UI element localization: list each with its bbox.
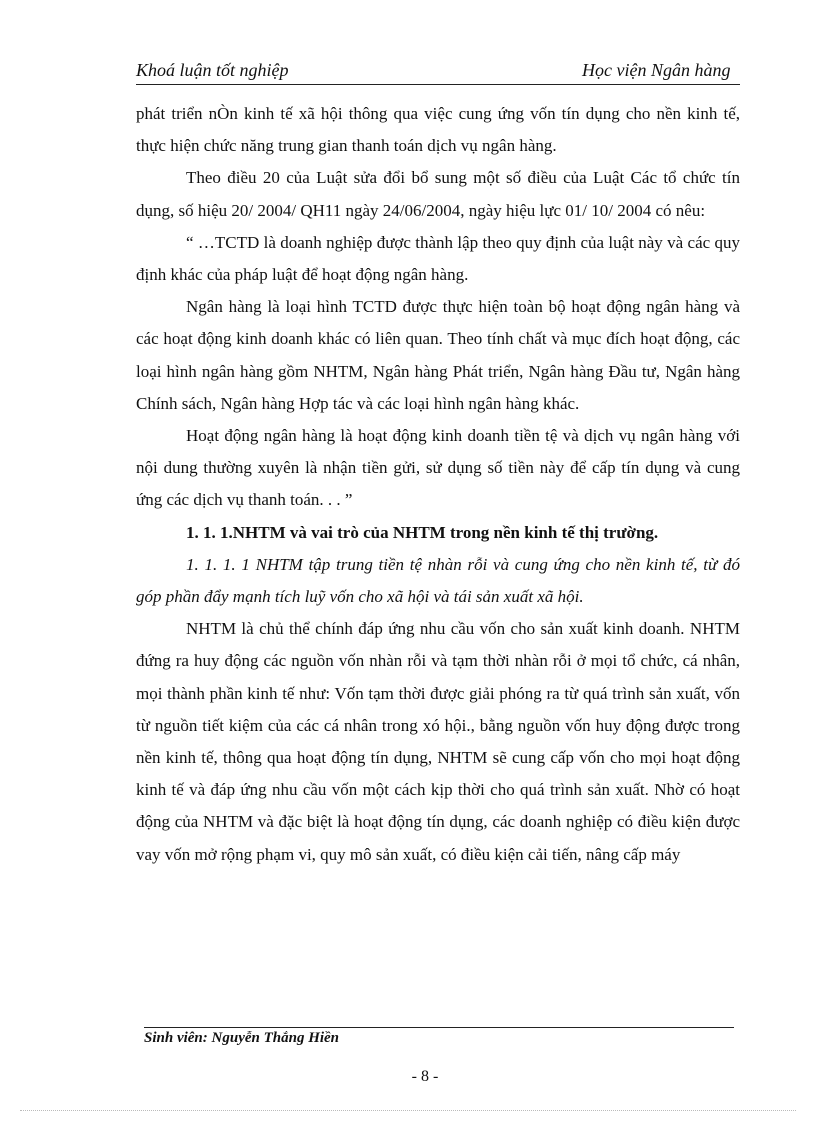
paragraph-3: “ …TCTD là doanh nghiệp được thành lập theo quy định của luật này và các quy định khác của pháp luật để hoạt động ngân hàng. [136, 232, 740, 285]
footer-student-name: Sinh viên: Nguyễn Thắng Hiền [144, 1030, 340, 1046]
page-bottom-border [20, 1110, 796, 1111]
paragraph-6: NHTM là chủ thể chính đáp ứng nhu cầu vốn cho sản xuất kinh doanh. NHTM đứng ra huy động các nguồn vốn nhàn rỗi và tạm thời nhàn rỗi ở mọi tổ chức, cá nhân, mọi thành phần kinh tế như: Vốn tạm thời được giải phóng ra từ quá trình sản xuất, vốn từ nguồn tiết kiệm của các cá nhân trong xó hội., bằng nguồn vốn huy động được trong nền kinh tế, thông qua hoạt động tín dụng, NHTM sẽ cung cấp vốn cho mọi hoạt động kinh tế và đáp ứng nhu cầu vốn một cách kịp thời cho quá trình sản xuất. Nhờ có hoạt động của NHTM và đặc biệt là hoạt động tín dụng, các doanh nghiệp có điều kiện được vay vốn mở rộng phạm vi, quy mô sản xuất, có điều kiện cải tiến, nâng cấp máy [136, 619, 740, 864]
header-divider [136, 84, 740, 85]
paragraph-2: Theo điều 20 của Luật sửa đổi bổ sung một số điều của Luật Các tổ chức tín dụng, số hiệu 20/ 2004/ QH11 ngày 24/06/2004, ngày hiệu lực 01/ 10/ 2004 có nêu: [136, 168, 740, 220]
footer-divider [144, 1027, 734, 1028]
paragraph-4: Ngân hàng là loại hình TCTD được thực hiện toàn bộ hoạt động ngân hàng và các hoạt động kinh doanh khác có liên quan. Theo tính chất và mục đích hoạt động, các loại hình ngân hàng gồm NHTM, Ngân hàng Phát triển, Ngân hàng Đầu tư, Ngân hàng Chính sách, Ngân hàng Hợp tác và các loại hình ngân hàng khác. [136, 297, 740, 413]
paragraph-5: Hoạt động ngân hàng là hoạt động kinh doanh tiền tệ và dịch vụ ngân hàng với nội dung thường xuyên là nhận tiền gửi, sử dụng số tiền này để cấp tín dụng và cung ứng các dịch vụ thanh toán. . . ” [136, 426, 740, 510]
header-left-title: Khoá luận tốt nghiệp [136, 60, 289, 80]
section-heading: 1. 1. 1.NHTM và vai trò của NHTM trong nền kinh tế thị trường. [186, 522, 659, 542]
header-right-title: Học viện Ngân hàng [582, 60, 731, 80]
document-body [136, 98, 740, 871]
paragraph-1: phát triển nÒn kinh tế xã hội thông qua việc cung ứng vốn tín dụng cho nền kinh tế, thực hiện chức năng trung gian thanh toán dịch vụ ngân hàng. [136, 104, 740, 156]
page-number: - 8 - [411, 1068, 439, 1085]
section-subheading: 1. 1. 1. 1 NHTM tập trung tiền tệ nhàn rỗi và cung ứng cho nền kinh tế, từ đó góp phần đẩy mạnh tích luỹ vốn cho xã hội và tái sản xuất xã hội. [136, 554, 740, 607]
